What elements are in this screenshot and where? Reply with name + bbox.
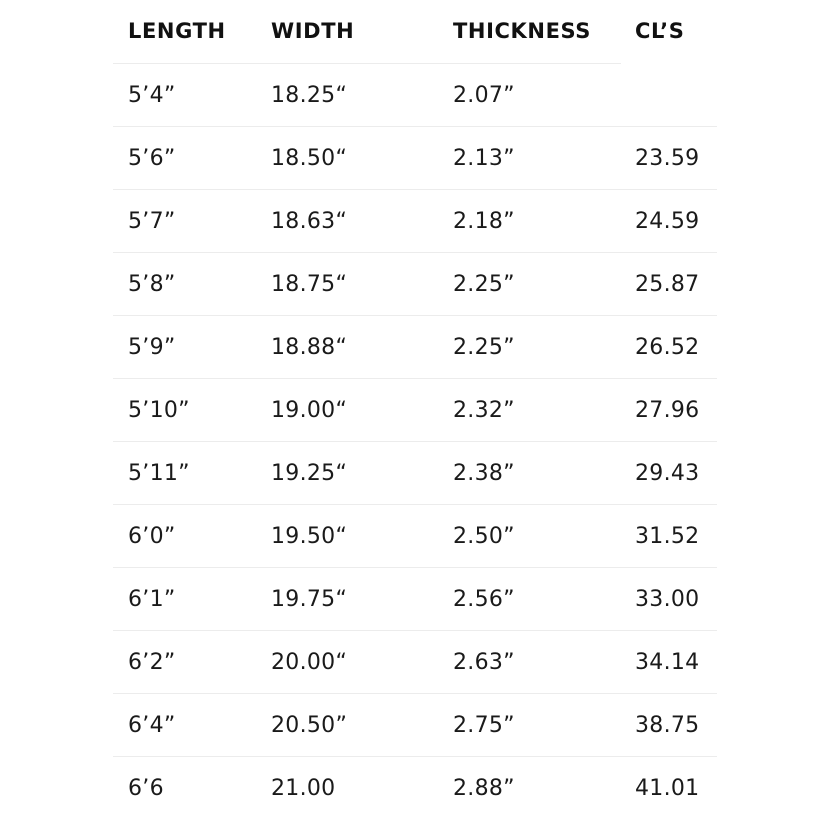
cls-cell: 23.59	[635, 145, 700, 171]
length-cell: 5’7”	[128, 208, 176, 234]
length-cell: 6’6	[128, 776, 164, 801]
length-cell: 6’1”	[128, 586, 176, 612]
thickness-cell: 2.75”	[453, 712, 515, 738]
header-length: LENGTH	[128, 19, 226, 43]
thickness-cell: 2.13”	[453, 145, 515, 171]
thickness-cell: 2.88”	[453, 776, 515, 801]
cls-cell: 34.14	[635, 649, 700, 675]
cls-cell: 41.01	[635, 776, 700, 801]
width-cell: 18.63“	[271, 208, 348, 234]
width-cell: 18.88“	[271, 334, 348, 360]
table-row	[113, 631, 717, 694]
cls-cell: 24.59	[635, 208, 700, 234]
cls-cell: 38.75	[635, 712, 700, 738]
width-cell: 19.75“	[271, 586, 348, 612]
length-cell: 5’11”	[128, 460, 190, 486]
width-cell: 19.00“	[271, 397, 348, 423]
table-row	[113, 316, 717, 379]
header-width: WIDTH	[271, 19, 355, 43]
length-cell: 6’2”	[128, 649, 176, 675]
length-cell: 5’9”	[128, 334, 176, 360]
width-cell: 20.50”	[271, 712, 348, 738]
table-row	[113, 64, 717, 127]
thickness-cell: 2.07”	[453, 82, 515, 108]
length-cell: 6’0”	[128, 523, 176, 549]
width-cell: 18.25“	[271, 82, 348, 108]
thickness-cell: 2.25”	[453, 271, 515, 297]
cls-cell: 29.43	[635, 460, 700, 486]
length-cell: 5’4”	[128, 82, 176, 108]
width-cell: 19.50“	[271, 523, 348, 549]
table-header-row	[113, 0, 717, 64]
length-cell: 6’4”	[128, 712, 176, 738]
cls-cell: 27.96	[635, 397, 700, 423]
width-cell: 18.75“	[271, 271, 348, 297]
width-cell: 20.00“	[271, 649, 348, 675]
length-cell: 5’6”	[128, 145, 176, 171]
width-cell: 19.25“	[271, 460, 348, 486]
length-cell: 5’8”	[128, 271, 176, 297]
cls-cell: 31.52	[635, 523, 700, 549]
header-thickness: THICKNESS	[453, 19, 592, 43]
table-row	[113, 127, 717, 190]
table-row	[113, 505, 717, 568]
width-cell: 18.50“	[271, 145, 348, 171]
width-cell: 21.00	[271, 776, 336, 801]
table-row	[113, 568, 717, 631]
table-row	[113, 379, 717, 442]
table-row	[113, 190, 717, 253]
thickness-cell: 2.50”	[453, 523, 515, 549]
header-cls: CL’S	[635, 19, 685, 43]
table-row	[113, 253, 717, 316]
thickness-cell: 2.18”	[453, 208, 515, 234]
table-row	[113, 694, 717, 757]
cls-cell: 33.00	[635, 586, 700, 612]
table-row	[113, 442, 717, 505]
thickness-cell: 2.32”	[453, 397, 515, 423]
cls-cell: 26.52	[635, 334, 700, 360]
dimensions-table	[113, 0, 717, 820]
thickness-cell: 2.38”	[453, 460, 515, 486]
thickness-cell: 2.56”	[453, 586, 515, 612]
table-row	[113, 757, 717, 820]
thickness-cell: 2.25”	[453, 334, 515, 360]
cls-cell: 25.87	[635, 271, 700, 297]
length-cell: 5’10”	[128, 397, 190, 423]
thickness-cell: 2.63”	[453, 649, 515, 675]
